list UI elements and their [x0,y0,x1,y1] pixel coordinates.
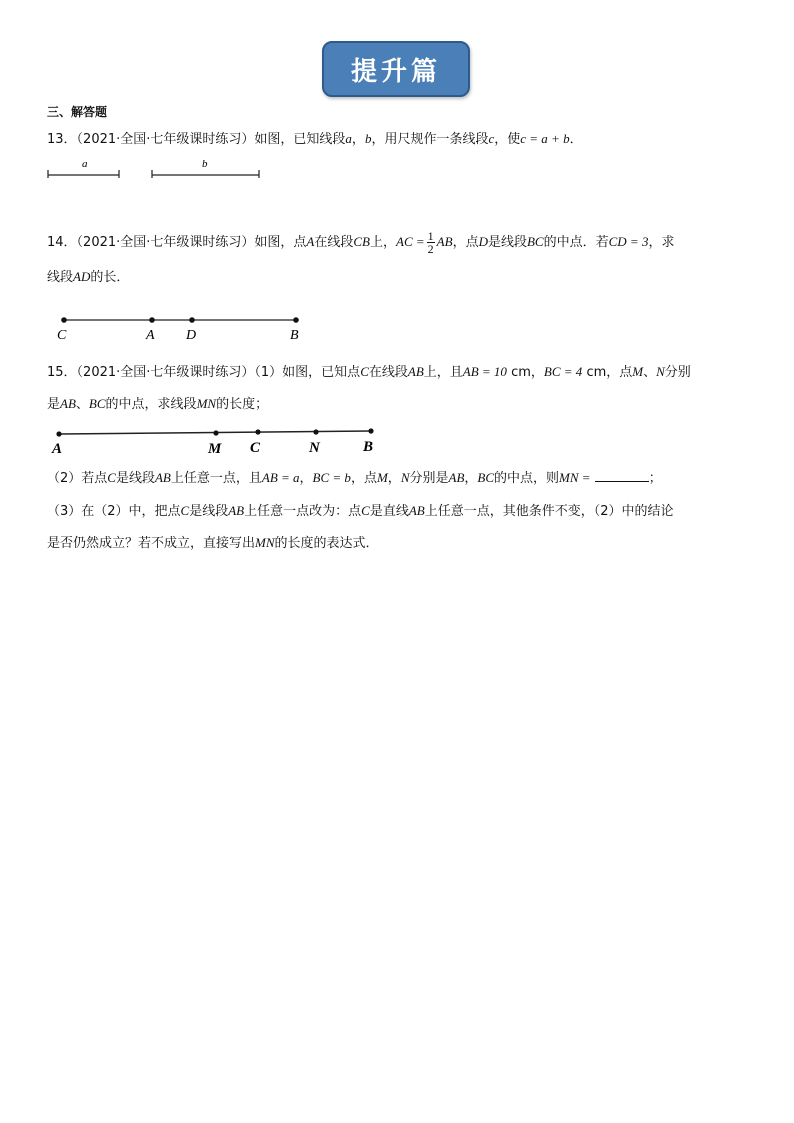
point-b [293,317,299,323]
q15-p3-b: 是线段 [189,504,229,519]
q14-line2-a: 线段 [47,270,74,285]
q15-line2-mn: MN [196,396,217,411]
answer-blank[interactable] [595,469,649,482]
q15-var-c: C [360,364,369,379]
label-b: B [290,328,299,343]
q13-number: 13． [47,132,77,147]
q15-p3-ab2: AB [408,503,425,518]
q13-sep: ， [351,132,365,147]
point-c [61,317,67,323]
q15-p3-line2-b: 的长度的表达式． [274,536,379,551]
q15-figure [51,428,374,457]
section-heading: 三、解答题 [47,105,108,119]
point-a [149,317,155,323]
q15-p1-a: （1）如图，已知点 [254,365,361,380]
q15-eq-ab: AB = 10 [462,364,507,379]
q13-end: ． [569,132,583,147]
label-b15: B [363,439,374,455]
banner-title: 提升篇 [350,56,441,87]
point-d [189,317,195,323]
segment-a-label: a [82,158,88,170]
label-n: N [309,440,320,456]
q14-fraction [427,230,435,255]
q14-var-d: D [478,234,488,249]
q15-p2-f: ， [387,471,401,486]
point-a15 [56,431,61,436]
q15-part-3-line-2 [47,534,379,553]
q15-eq-bc: BC = 4 [543,364,583,379]
q14-source: （2021·全国·七年级课时练习） [76,235,255,250]
q14-eq-cd: CD = 3 [608,234,649,249]
q15-p1-f: 、 [643,365,657,380]
label-m: M [208,441,222,457]
q14-line-2 [47,268,129,287]
q15-p2-ab: AB [154,470,171,485]
q15-p1-b: 在线段 [368,365,408,380]
q15-p1-e: ，点 [606,365,633,380]
q15-p3-line2-a: 是否仍然成立？若不成立，直接写出 [47,536,256,551]
q15-line-2 [47,395,268,414]
q15-line2-a: 是 [47,397,61,412]
q15-p2-n: N [400,470,410,485]
q15-p1-d: ， [530,365,544,380]
q15-line2-c: 的长度； [216,397,269,412]
q13-text-b: ，用尺规作一条线段 [371,132,489,147]
label-c15: C [250,440,261,456]
label-a: A [146,328,155,343]
q14-text-b: 在线段 [314,235,354,250]
q14-var-ad: AD [73,269,91,284]
label-d: D [186,328,197,343]
point-b15 [368,428,373,433]
q15-p3-e: 上任意一点，其他条件不变，（2）中的结论 [424,504,674,519]
q15-var-n: N [656,364,665,379]
q15-p2-b: 是线段 [115,471,155,486]
q15-line2-b: 的中点，求线段 [105,397,197,412]
fraction-denominator: 2 [427,242,434,256]
q13-var-b: b [364,131,372,146]
q13-formula: c = a + b [520,131,570,146]
q14-text-a: 如图，点 [254,235,307,250]
q14-line-1 [47,230,674,255]
q15-p3-c2: C [361,503,370,518]
q15-p2-eq2: BC = b [312,470,351,485]
q14-text-f: 的中点．若 [543,235,609,250]
segment-a [48,170,119,178]
q15-p2-c-var: C [107,470,116,485]
q13-text-c: ，使 [494,132,521,147]
q14-text-d: ，点 [452,235,479,250]
segment-b [152,170,259,178]
q15-source: （2021·全国·七年级课时练习） [76,365,255,380]
q15-line-1 [47,363,691,382]
q15-part-2 [47,469,662,488]
q15-p2-h: ， [464,471,478,486]
q15-p2-g: 分别是 [409,471,449,486]
q15-p2-bc: BC [477,470,495,485]
q15-line2-ab: AB [60,396,76,411]
q15-line2-bc: BC [88,396,106,411]
label-c: C [57,328,67,343]
q13-text-a: 如图，已知线段 [254,132,346,147]
q15-p2-i: 的中点，则 [494,471,560,486]
q15-p3-c: 上任意一点改为：点 [244,504,362,519]
point-m [213,430,218,435]
q14-number: 14． [47,235,77,250]
point-c15 [255,429,260,434]
q15-p2-mn: MN = [559,470,591,485]
q15-var-ab: AB [407,364,424,379]
q15-number: 15． [47,365,77,380]
label-a15: A [52,441,63,457]
q15-p2-m: M [376,470,388,485]
q14-var-cb: CB [353,234,371,249]
q15-p3-ab: AB [228,503,245,518]
q14-figure [57,317,299,343]
q14-eq-left: AC = [396,234,425,249]
q13-var-c: c [488,131,495,146]
q15-p1-c: 上，且 [423,365,463,380]
q15-p3-d: 是直线 [369,504,409,519]
q15-line2-sep: 、 [75,397,89,412]
q15-p2-d: ， [299,471,313,486]
q14-text-e: 是线段 [487,235,527,250]
q15-unit-2: cm [586,365,607,380]
point-n [313,429,318,434]
q14-var-a: A [306,234,315,249]
q15-p2-c: 上任意一点，且 [170,471,262,486]
q14-text-c: 上， [370,235,397,250]
fraction-numerator: 1 [427,229,434,243]
q14-var-bc: BC [526,234,544,249]
q15-part-3-line-1 [47,502,674,521]
q15-var-m: M [632,364,644,379]
q14-text-g: ，求 [648,235,675,250]
q15-p3-c-var: C [180,503,190,518]
q15-p2-eq1: AB = a [261,470,300,485]
q15-p2-ab2: AB [448,470,465,485]
q14-line2-b: 的长． [90,270,130,285]
q13-var-a: a [345,131,352,146]
q13-source: （2021·全国·七年级课时练习） [76,132,255,147]
q15-p2-a: （2）若点 [47,471,108,486]
q15-p3-a: （3）在（2）中，把点 [47,504,181,519]
q15-p2-e: ，点 [350,471,377,486]
segment-b-label: b [202,158,208,170]
q15-p3-mn: MN [255,535,275,550]
q15-p1-g: 分别 [664,365,691,380]
q15-unit-1: cm [511,365,531,380]
q14-eq-right: AB [436,234,453,249]
q15-p2-end: ； [648,471,662,486]
